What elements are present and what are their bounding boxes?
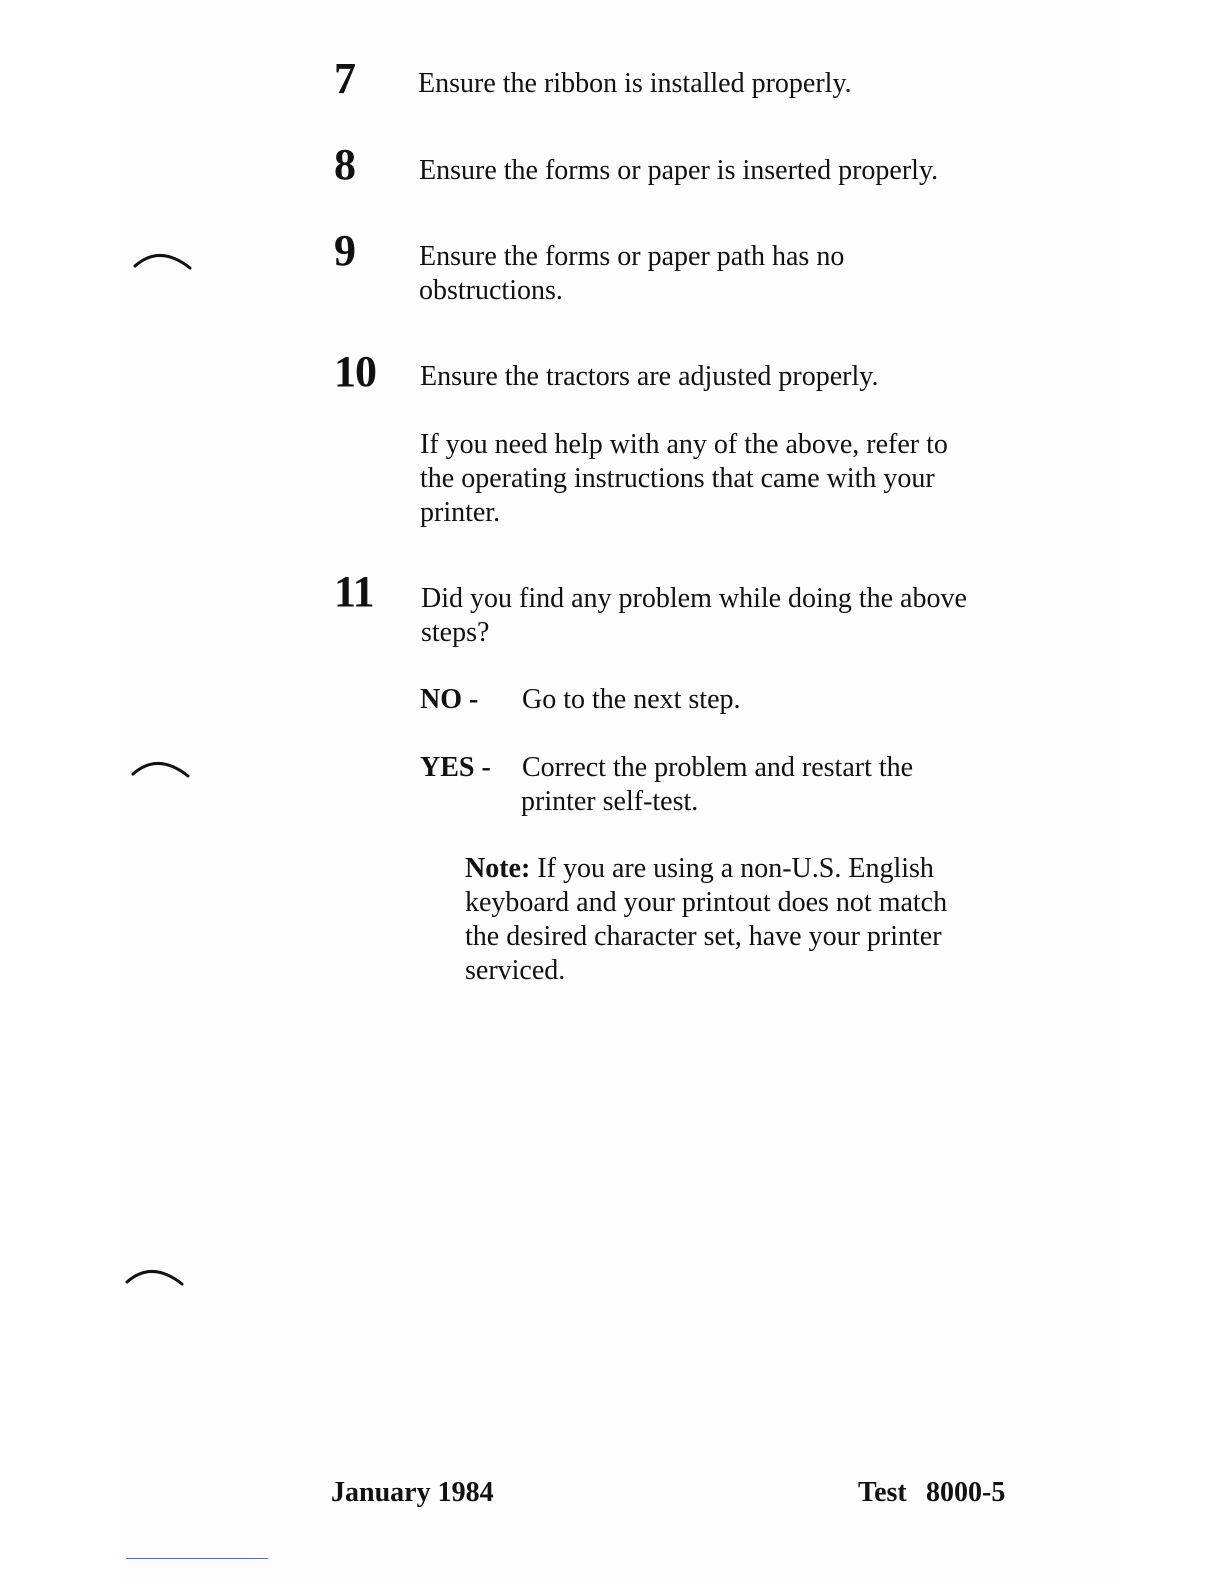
step-10-help-line-3: printer. xyxy=(420,497,501,528)
step-10-help-line-2: the operating instructions that came with your xyxy=(420,463,935,494)
bottom-edge-rule xyxy=(126,1558,268,1559)
binder-hole-arc-icon xyxy=(130,754,194,780)
answer-yes-label: YES - xyxy=(420,752,491,783)
answer-no-label: NO - xyxy=(420,684,479,715)
step-number-7: 7 xyxy=(334,54,356,103)
footer-date: January 1984 xyxy=(331,1477,494,1508)
binder-hole-arc-icon xyxy=(124,1262,188,1288)
step-number-11: 11 xyxy=(334,567,374,616)
step-9-text-line-1: Ensure the forms or paper path has no xyxy=(419,241,845,272)
note-text-line-1: If you are using a non-U.S. English xyxy=(530,853,934,884)
note-label: Note: xyxy=(465,853,531,884)
step-11-text-line-2: steps? xyxy=(421,617,490,648)
answer-no-text: Go to the next step. xyxy=(522,684,741,715)
binder-hole-arc-icon xyxy=(132,246,196,272)
step-11-text-line-1: Did you find any problem while doing the above xyxy=(421,583,967,614)
answer-yes-text-line-2: printer self-test. xyxy=(521,786,699,817)
step-9-text-line-2: obstructions. xyxy=(419,275,563,306)
footer-test-label: Test xyxy=(858,1477,907,1508)
step-10-text: Ensure the tractors are adjusted properly. xyxy=(420,361,879,392)
step-10-help-line-1: If you need help with any of the above, refer to xyxy=(420,429,948,460)
note-line-1 xyxy=(465,852,934,886)
step-7-text: Ensure the ribbon is installed properly. xyxy=(418,68,852,99)
step-number-9: 9 xyxy=(334,226,356,275)
step-8-text: Ensure the forms or paper is inserted properly. xyxy=(419,155,939,186)
answer-yes-text-line-1: Correct the problem and restart the xyxy=(522,752,914,783)
step-number-10: 10 xyxy=(334,347,376,396)
step-number-8: 8 xyxy=(334,140,356,189)
footer-test-number: 8000-5 xyxy=(926,1477,1006,1508)
note-text-line-3: the desired character set, have your printer xyxy=(465,921,942,952)
note-text-line-2: keyboard and your printout does not match xyxy=(465,887,948,918)
note-text-line-4: serviced. xyxy=(465,955,566,986)
